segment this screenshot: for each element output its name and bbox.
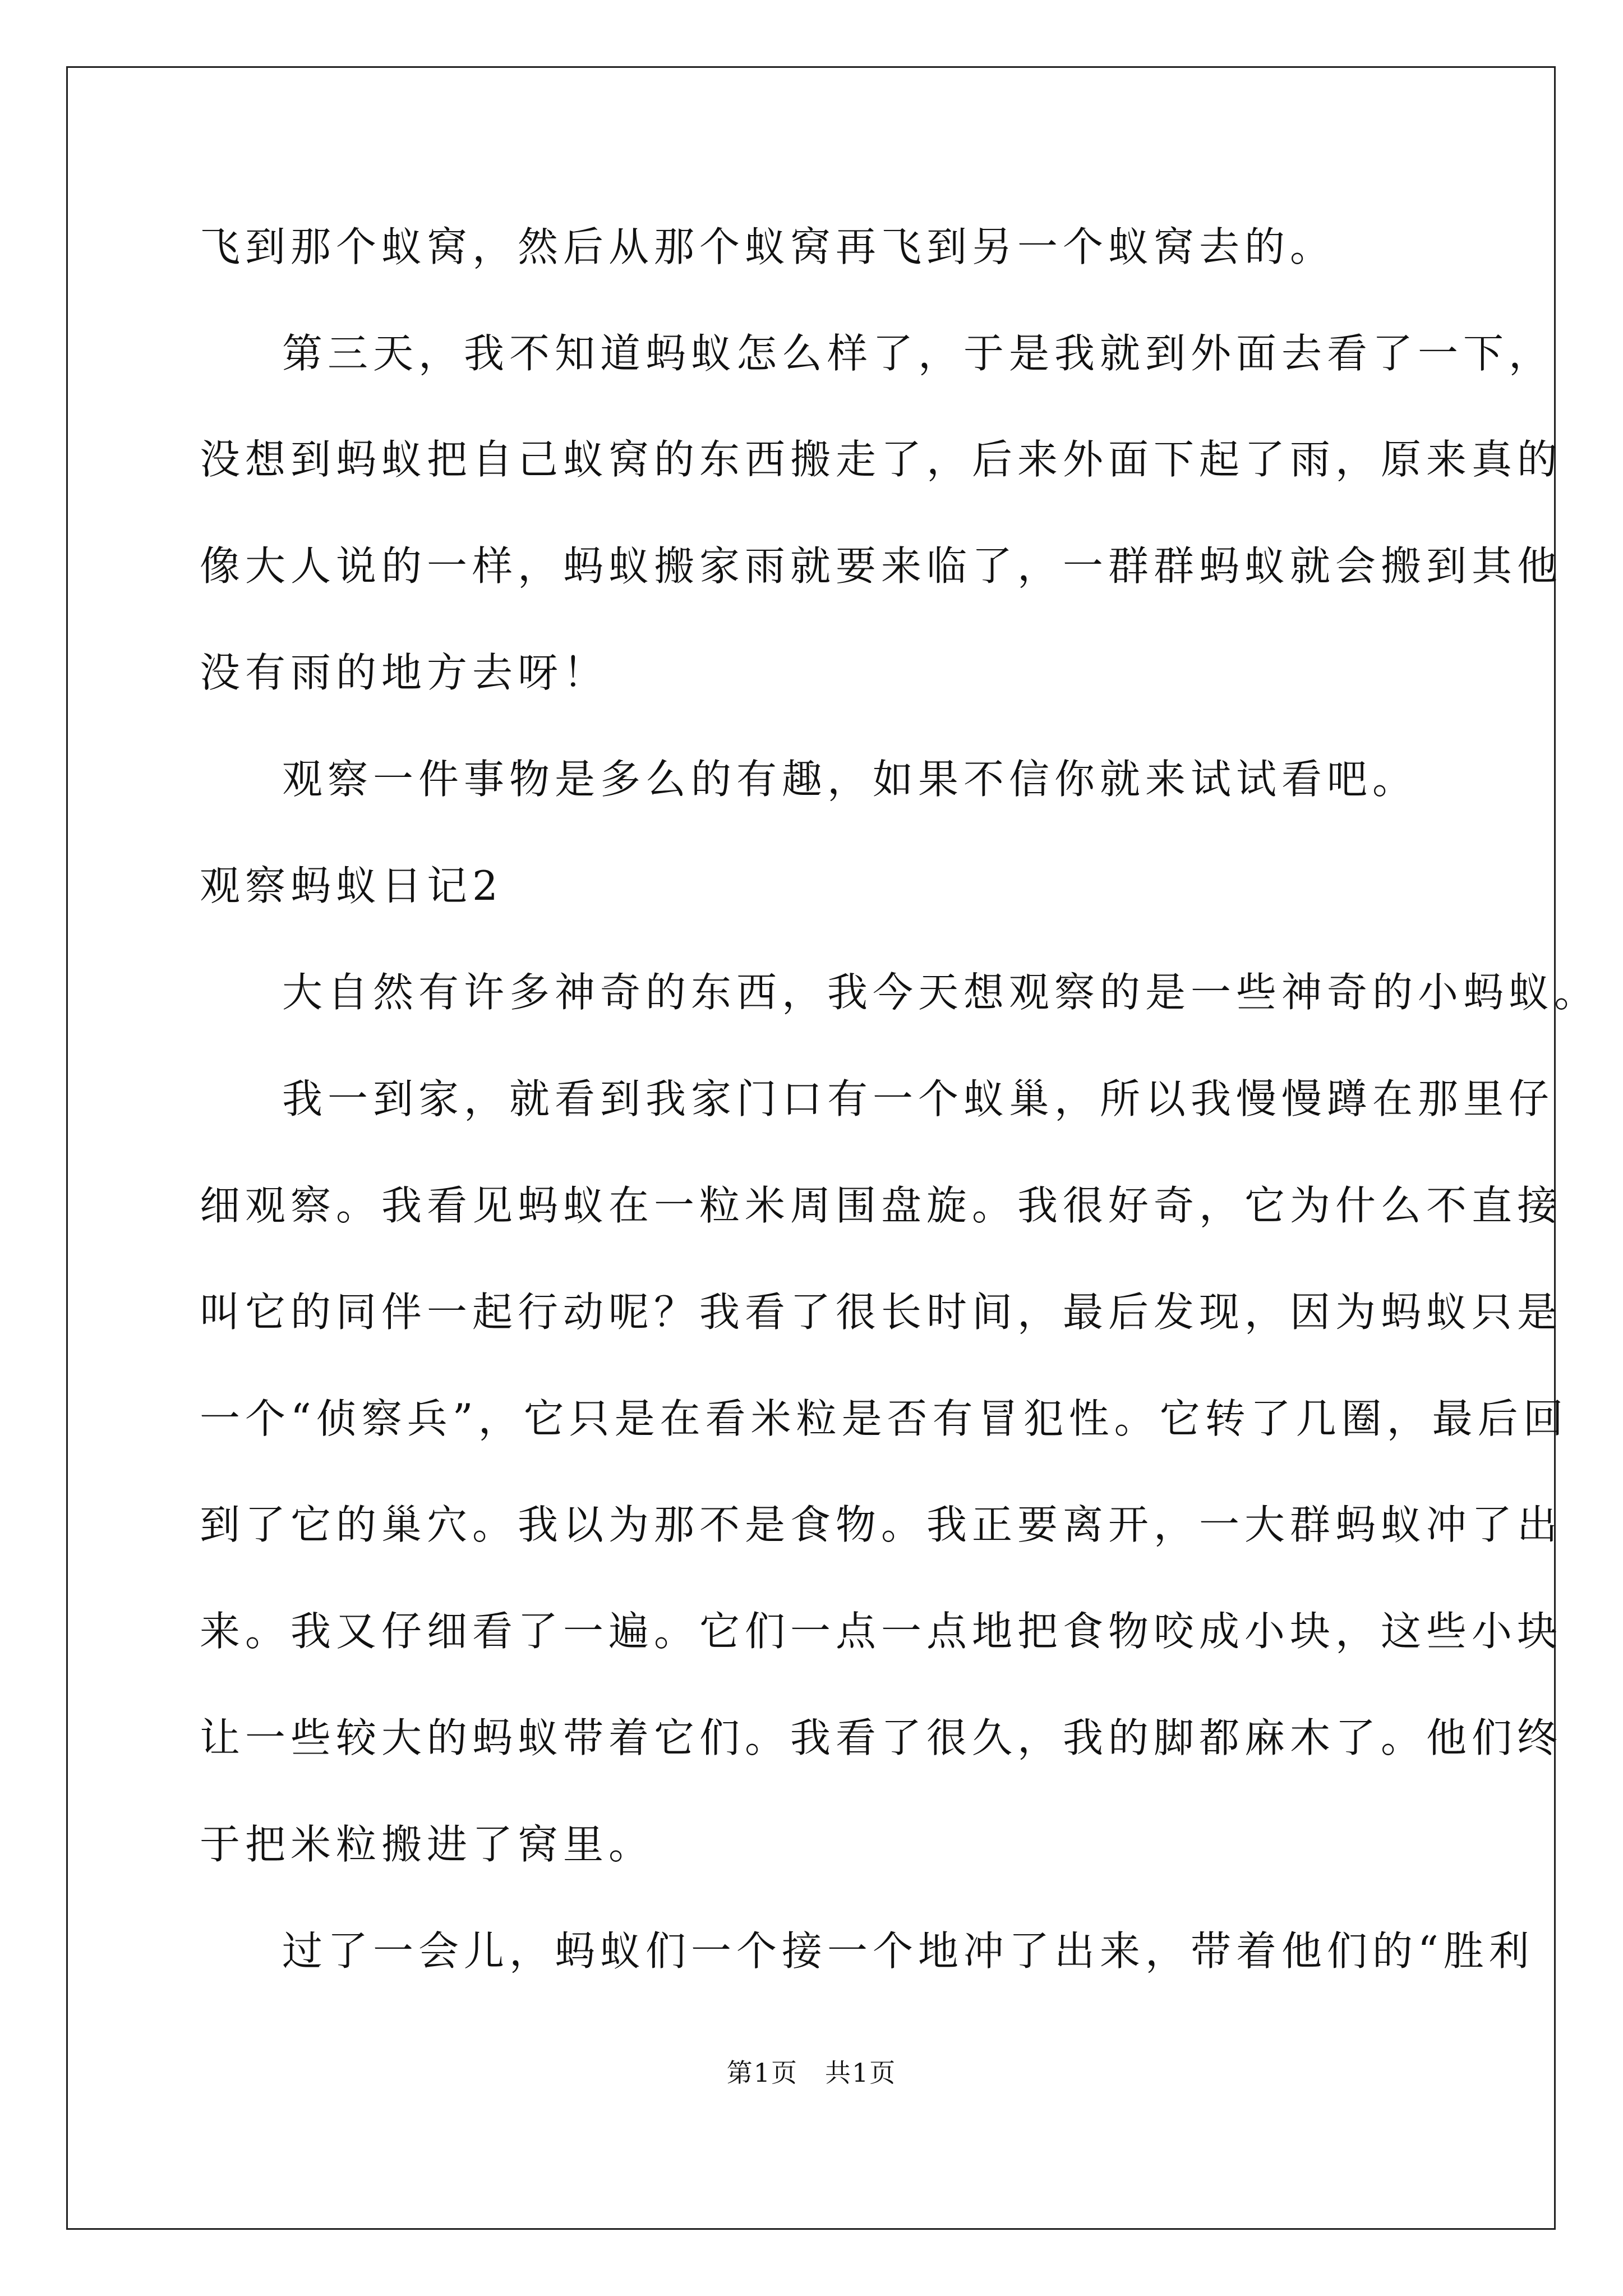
text-line: 到了它的巢穴。我以为那不是食物。我正要离开，一大群蚂蚁冲了出 xyxy=(200,1501,1563,1548)
paragraph-line: 第三天，我不知道蚂蚁怎么样了，于是我就到外面去看了一下， xyxy=(282,330,1555,377)
text-line: 叫它的同伴一起行动呢？我看了很长时间，最后发现，因为蚂蚁只是 xyxy=(200,1289,1563,1336)
text-line: 细观察。我看见蚂蚁在一粒米周围盘旋。我很好奇，它为什么不直接 xyxy=(200,1182,1563,1229)
text-line: 没想到蚂蚁把自己蚁窝的东西搬走了，后来外面下起了雨，原来真的 xyxy=(200,436,1563,483)
paragraph-line: 过了一会儿，蚂蚁们一个接一个地冲了出来，带着他们的“胜利 xyxy=(282,1927,1534,1975)
text-line: 飞到那个蚁窝，然后从那个蚁窝再飞到另一个蚁窝去的。 xyxy=(200,223,1336,270)
text-line: 来。我又仔细看了一遍。它们一点一点地把食物咬成小块，这些小块 xyxy=(200,1608,1563,1655)
section-heading: 观察蚂蚁日记2 xyxy=(200,862,503,909)
text-line: 没有雨的地方去呀！ xyxy=(200,649,609,696)
page-footer: 第1页 共1页 xyxy=(726,2058,897,2088)
paragraph-line: 我一到家，就看到我家门口有一个蚁巢，所以我慢慢蹲在那里仔 xyxy=(282,1075,1555,1122)
paragraph-line: 大自然有许多神奇的东西，我今天想观察的是一些神奇的小蚂蚁。 xyxy=(282,969,1600,1016)
text-line: 像大人说的一样，蚂蚁搬家雨就要来临了，一群群蚂蚁就会搬到其他 xyxy=(200,542,1563,590)
text-line: 一个“侦察兵”，它只是在看米粒是否有冒犯性。它转了几圈，最后回 xyxy=(200,1395,1569,1442)
text-line: 让一些较大的蚂蚁带着它们。我看了很久，我的脚都麻木了。他们终 xyxy=(200,1714,1563,1761)
paragraph-line: 观察一件事物是多么的有趣，如果不信你就来试试看吧。 xyxy=(282,756,1418,803)
page-border xyxy=(66,66,1556,2230)
text-line: 于把米粒搬进了窝里。 xyxy=(200,1821,654,1868)
